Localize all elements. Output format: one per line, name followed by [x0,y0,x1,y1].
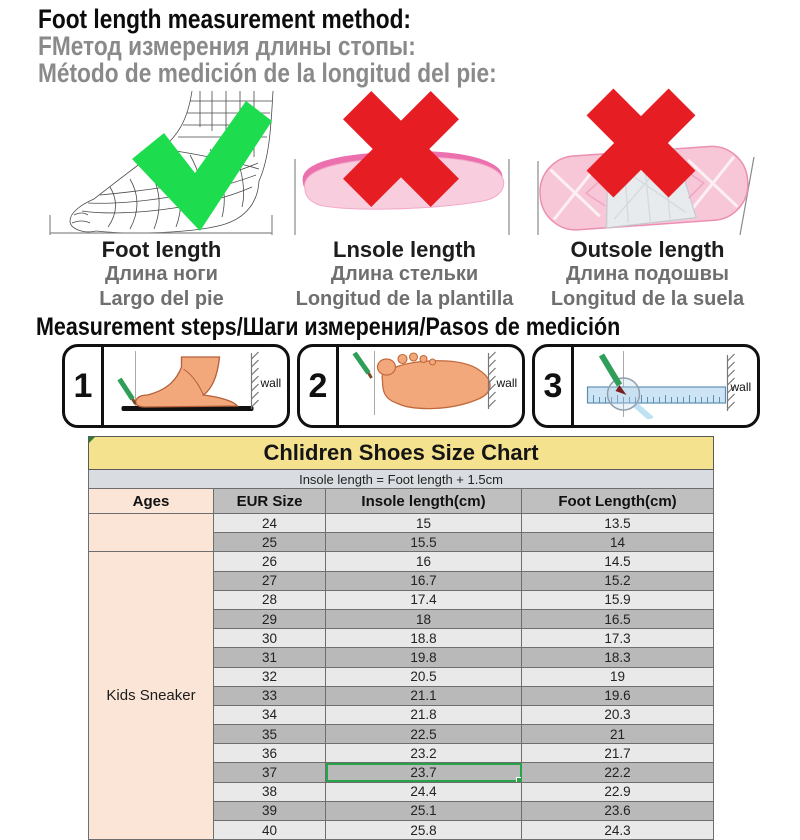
eur-size-cell: 28 [214,590,326,609]
eur-size-cell: 27 [214,571,326,590]
step-3-number: 3 [535,347,574,425]
foot-length-cell: 23.6 [522,801,714,820]
figure-insole-length [283,87,526,312]
step-2-number: 2 [300,347,339,425]
heading-ru: FМетод измерения длины стопы: [38,31,416,61]
eur-size-cell: 40 [214,821,326,840]
figure-row [40,87,770,312]
step-2-illustration [339,347,522,419]
foot-length-cell: 14 [522,533,714,552]
foot-length-cell: 22.9 [522,782,714,801]
excel-corner-marker [89,437,95,443]
eur-size-cell: 24 [214,514,326,533]
insole-length-cell: 24.4 [326,782,522,801]
wall-label: wall [730,380,752,394]
insole-length-cell: 23.2 [326,744,522,763]
foot-length-cell: 17.3 [522,629,714,648]
magnifier-icon [608,378,640,410]
pencil-icon [602,355,620,385]
insole-image [283,87,526,235]
column-header-ages: Ages [89,489,214,514]
figure-label-ru: Длина подошвы [566,263,729,285]
eur-size-cell: 38 [214,782,326,801]
insole-length-cell: 21.1 [326,686,522,705]
insole-length-cell: 15.5 [326,533,522,552]
insole-length-cell: 16.7 [326,571,522,590]
eur-size-cell: 29 [214,609,326,628]
column-header-foot-length: Foot Length(cm) [522,489,714,514]
eur-size-cell: 37 [214,763,326,782]
figure-label-en: Lnsole length [333,237,476,262]
size-chart-section [88,436,713,840]
foot-length-cell: 14.5 [522,552,714,571]
size-table-body [89,514,714,840]
figure-label-es: Longitud de la plantilla [295,288,514,310]
step-1-illustration [104,347,287,419]
foot-length-cell: 20.3 [522,705,714,724]
column-header-eur-size: EUR Size [214,489,326,514]
figure-label-es: Longitud de la suela [550,288,745,310]
figure-label-ru: Длина ноги [105,263,218,285]
wall-hatch [252,352,259,409]
heading-en: Foot length measurement method: [38,4,411,34]
insole-length-cell: 20.5 [326,667,522,686]
eur-size-cell: 31 [214,648,326,667]
ages-cell: Kids Sneaker [89,552,214,840]
column-header-insole-length: Insole length(cm) [326,489,522,514]
step-3-box [532,344,760,428]
eur-size-cell: 34 [214,705,326,724]
figure-outsole-length [526,87,769,312]
table-title-row [89,437,714,470]
foot-length-cell: 21 [522,725,714,744]
table-row [89,514,714,533]
foot-length-cell: 22.2 [522,763,714,782]
figure-label-ru: Длина стельки [330,263,479,285]
eur-size-cell: 39 [214,801,326,820]
insole-length-cell: 15 [326,514,522,533]
foot-length-cell: 15.9 [522,590,714,609]
insole-length-cell: 18 [326,609,522,628]
insole-length-cell: 19.8 [326,648,522,667]
step-2-box [297,344,525,428]
foot-length-cell: 21.7 [522,744,714,763]
ages-cell [89,514,214,552]
heading-es: Método de medición de la longitud del pie: [38,58,497,88]
insole-length-cell: 18.8 [326,629,522,648]
foot-length-cell: 24.3 [522,821,714,840]
steps-row [62,344,800,428]
insole-length-cell: 16 [326,552,522,571]
foot-length-cell: 13.5 [522,514,714,533]
figure-label-en: Outsole length [570,237,725,262]
eur-size-cell: 35 [214,725,326,744]
size-chart-table [88,436,714,840]
foot-wireframe-image [40,87,283,235]
insole-length-cell: 25.8 [326,821,522,840]
eur-size-cell: 36 [214,744,326,763]
heading-block [0,0,800,87]
formula-text: Insole length = Foot length + 1.5cm [89,470,714,489]
insole-length-cell: 22.5 [326,725,522,744]
eur-size-cell: 32 [214,667,326,686]
insole-length-cell: 21.8 [326,705,522,724]
step-3-illustration [574,347,757,419]
insole-length-cell: 23.7 [326,763,522,782]
insole-length-cell: 25.1 [326,801,522,820]
steps-heading: Measurement steps/Шаги измерения/Pasos de medición [36,313,621,341]
foot-length-cell: 19.6 [522,686,714,705]
table-title: Chlidren Shoes Size Chart [89,437,714,470]
eur-size-cell: 33 [214,686,326,705]
outsole-image [526,87,769,235]
eur-size-cell: 25 [214,533,326,552]
table-header-row [89,489,714,514]
figure-label-en: Foot length [101,237,222,262]
eur-size-cell: 30 [214,629,326,648]
foot-length-cell: 16.5 [522,609,714,628]
step-1-number: 1 [65,347,104,425]
foot-length-cell: 15.2 [522,571,714,590]
wall-label: wall [496,376,518,390]
wall-label: wall [260,376,282,390]
table-formula-row [89,470,714,489]
figure-foot-length [40,87,283,312]
pencil-icon [355,353,369,373]
eur-size-cell: 26 [214,552,326,571]
foot-length-cell: 19 [522,667,714,686]
pencil-icon [120,379,133,399]
step-1-box [62,344,290,428]
table-row [89,552,714,571]
insole-length-cell: 17.4 [326,590,522,609]
figure-label-es: Largo del pie [99,288,224,310]
foot-length-cell: 18.3 [522,648,714,667]
